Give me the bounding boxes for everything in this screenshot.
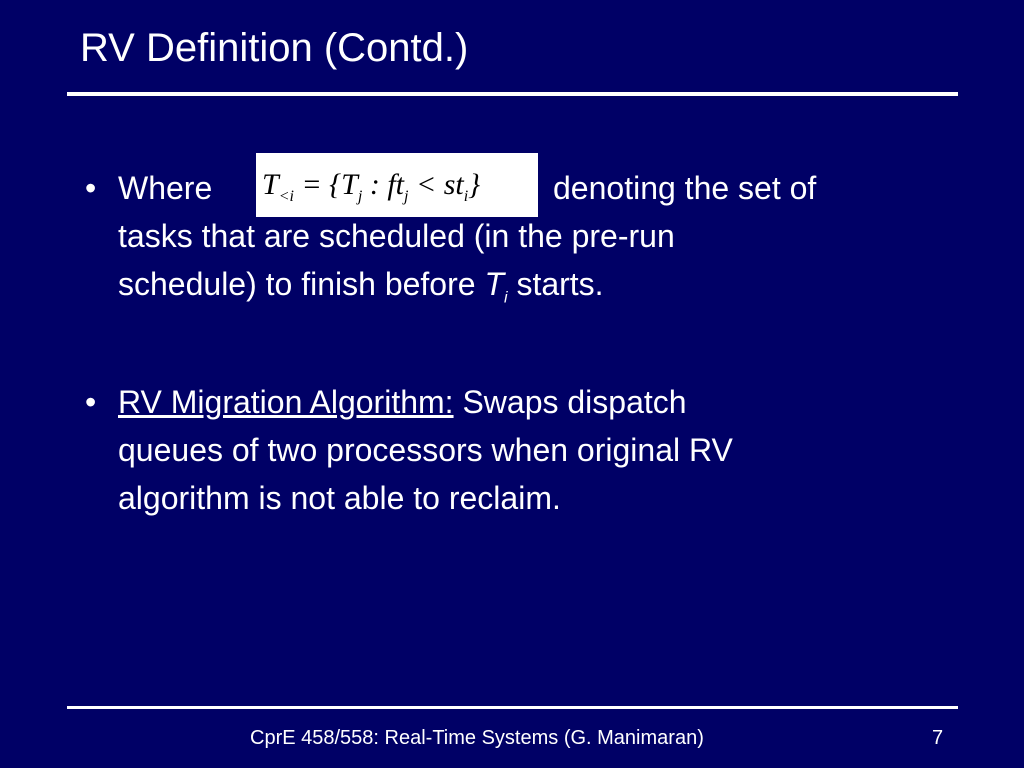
bullet-where-word: Where xyxy=(118,170,213,206)
footer-course-info: CprE 458/558: Real-Time Systems (G. Manimaran) xyxy=(250,727,704,749)
bullet-rv-migration-line2: queues of two processors when original RV xyxy=(118,432,733,468)
formula-image: $T_{<i} = \{T_j$ : $ft_j < st_i$} xyxy=(256,153,538,217)
bullet-where-line1-tail: denoting the set of xyxy=(553,170,817,206)
line3-tail: starts. xyxy=(507,266,604,302)
bullet-rv-migration xyxy=(85,378,905,528)
bullet-rv-migration-line3: algorithm is not able to reclaim. xyxy=(118,480,561,516)
page-number: 7 xyxy=(932,727,944,749)
rv-migration-term: RV Migration Algorithm: xyxy=(118,384,454,420)
slide-title: RV Definition (Contd.) xyxy=(80,26,469,70)
rv-migration-line1-tail: Swaps dispatch xyxy=(453,384,687,420)
title-divider xyxy=(67,92,958,96)
bullet-dot: • xyxy=(85,170,97,206)
line3-head: schedule) to finish before xyxy=(118,266,485,302)
variable-t-i: $T_i$ xyxy=(484,266,508,307)
bullet-rv-migration-line1 xyxy=(118,378,687,426)
bullet-dot: • xyxy=(85,384,97,420)
bullet-where-line2: tasks that are scheduled (in the pre-run xyxy=(118,218,675,254)
bullet-where-line3 xyxy=(118,260,604,322)
footer-divider xyxy=(67,706,958,709)
